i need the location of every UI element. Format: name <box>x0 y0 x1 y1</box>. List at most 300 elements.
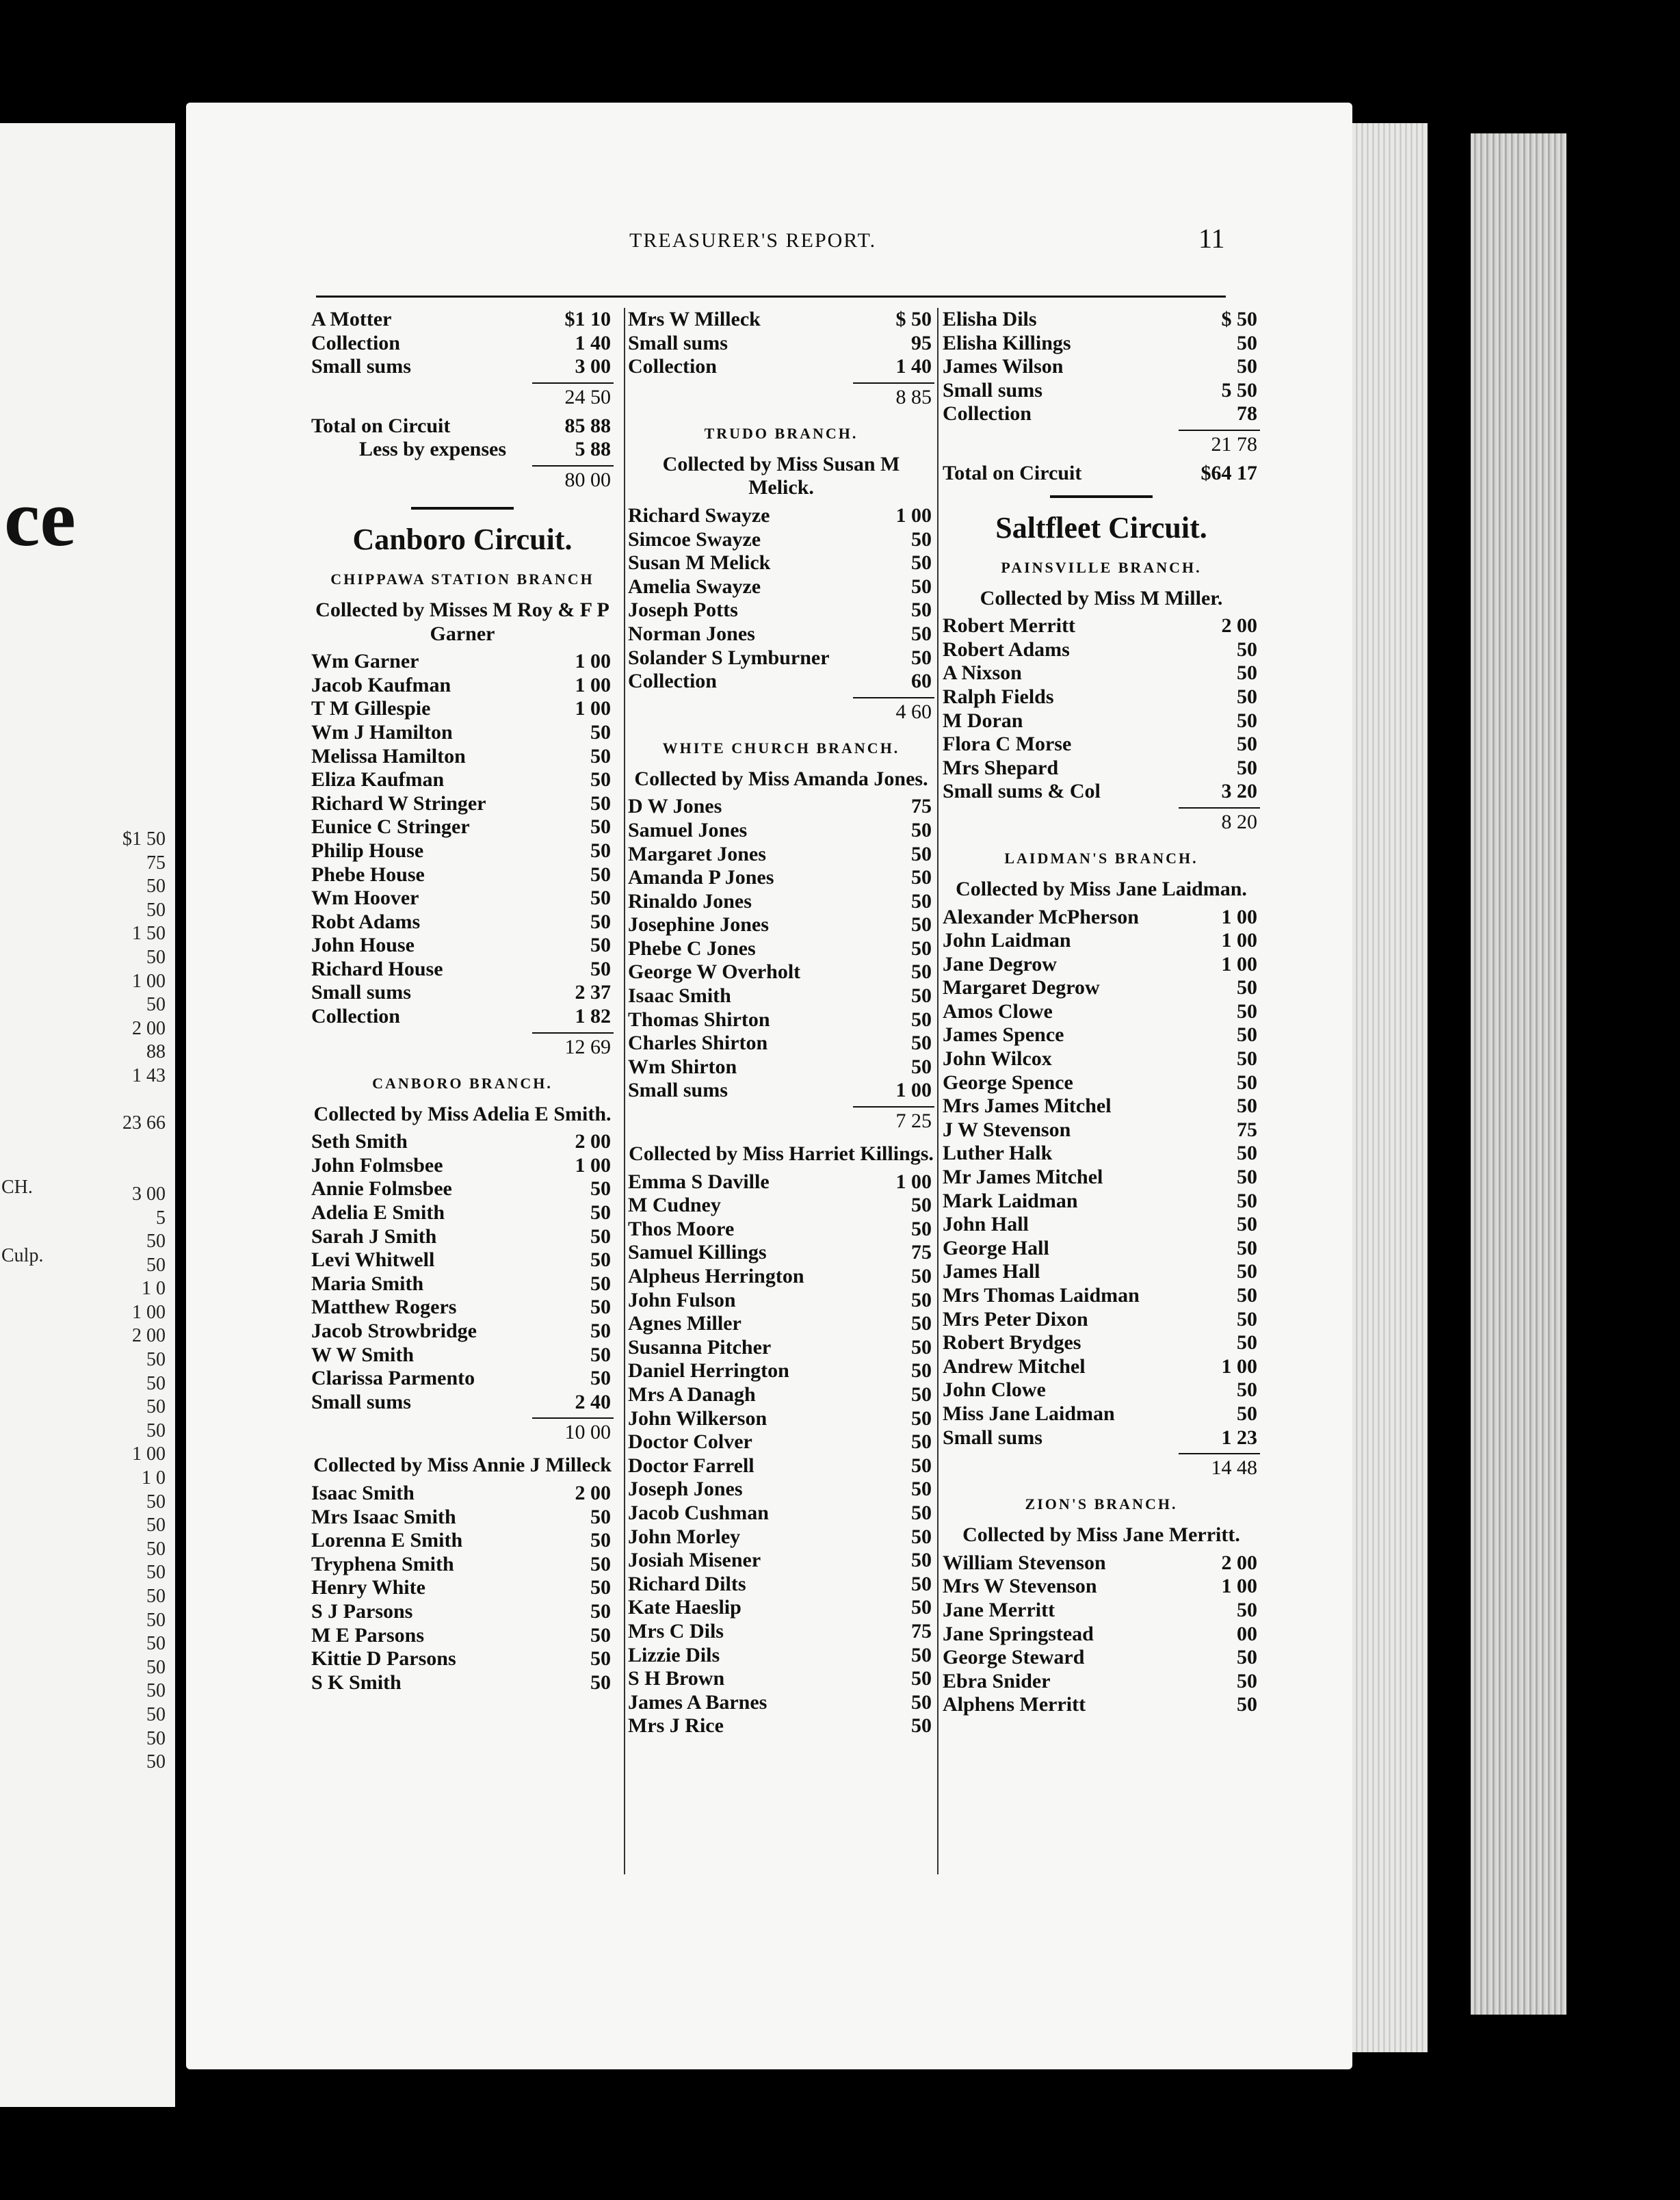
left-page-amount: $1 50 <box>122 828 166 850</box>
contributor-name: Lizzie Dils <box>628 1643 720 1666</box>
contributor-name: Lorenna E Smith <box>311 1529 463 1552</box>
contributor-name: Eunice C Stringer <box>311 815 470 839</box>
collector-line: Collected by Miss Amanda Jones. <box>634 767 928 790</box>
left-page-amount: 75 <box>146 852 166 874</box>
list-item <box>311 768 614 792</box>
amount: 5 50 <box>1221 378 1257 402</box>
contributor-name: James A Barnes <box>628 1690 767 1714</box>
list-item <box>943 1260 1260 1284</box>
amount: 50 <box>911 1572 932 1595</box>
list-item <box>311 1225 614 1249</box>
amount: 75 <box>1237 1118 1257 1141</box>
list-item <box>628 1032 934 1056</box>
left-page-amount: 23 66 <box>122 1112 166 1134</box>
contributor-name: Andrew Mitchel <box>943 1354 1086 1378</box>
contributor-name: Small sums <box>943 1426 1042 1449</box>
amount: 50 <box>911 1714 932 1738</box>
left-page-amounts <box>122 828 166 1775</box>
contributor-name: Adelia E Smith <box>311 1201 445 1225</box>
contributor-name: Joseph Potts <box>628 599 738 622</box>
contributor-name: D W Jones <box>628 795 722 818</box>
branch-heading: TRUDO BRANCH. <box>704 424 858 442</box>
list-item <box>311 355 614 379</box>
amount: 50 <box>1237 1331 1257 1354</box>
list-item <box>943 1670 1260 1694</box>
contributor-name: Susanna Pitcher <box>628 1335 772 1359</box>
list-item <box>628 1008 934 1032</box>
list-item <box>943 1095 1260 1118</box>
contributor-name: Flora C Morse <box>943 733 1072 756</box>
list-item <box>311 1344 614 1367</box>
amount: 50 <box>1237 1236 1257 1259</box>
list-item <box>311 934 614 958</box>
subtotal-amount: 12 69 <box>532 1032 614 1061</box>
list-item <box>628 1596 934 1620</box>
contributor-name: James Spence <box>943 1023 1064 1047</box>
section-separator <box>1050 495 1153 498</box>
amount: 50 <box>1237 756 1257 779</box>
column-1 <box>311 308 614 1694</box>
contributor-name: Mrs Shepard <box>943 756 1059 779</box>
contributor-name: Levi Whitwell <box>311 1248 435 1272</box>
contributor-name: Mrs Thomas Laidman <box>943 1284 1140 1307</box>
amount: 85 88 <box>564 414 611 437</box>
left-page-amount: 50 <box>146 1419 166 1441</box>
list-item <box>628 1289 934 1313</box>
list-item <box>943 1308 1260 1332</box>
list-item <box>311 1647 614 1671</box>
contributor-name: Mrs Isaac Smith <box>311 1505 456 1528</box>
amount: 75 <box>911 1241 932 1264</box>
page-header-title: TREASURER'S REPORT. <box>629 229 877 252</box>
list-item <box>628 1667 934 1691</box>
amount: 1 00 <box>575 697 611 720</box>
left-page-amount: 50 <box>146 1680 166 1702</box>
contributor-name: Thomas Shirton <box>628 1008 770 1031</box>
list-item <box>311 1482 614 1506</box>
list-item <box>943 1623 1260 1647</box>
left-page-amount: 50 <box>146 1396 166 1418</box>
amount: 50 <box>590 768 611 791</box>
contributor-name: Mrs W Milleck <box>628 308 761 330</box>
amount: 50 <box>590 957 611 980</box>
contributor-name: Small sums & Col <box>943 780 1101 803</box>
amount: 50 <box>590 863 611 886</box>
list-item <box>628 1502 934 1525</box>
list-item <box>943 308 1260 332</box>
amount: 5 88 <box>575 438 611 461</box>
list-item <box>628 1218 934 1242</box>
list-item <box>628 960 934 984</box>
list-item <box>311 332 614 356</box>
contributor-name: Wm J Hamilton <box>311 720 453 744</box>
amount: 1 00 <box>1221 952 1257 975</box>
branch-heading: CANBORO BRANCH. <box>372 1074 553 1092</box>
contributor-name: Doctor Colver <box>628 1430 752 1454</box>
list-item <box>311 745 614 769</box>
list-item <box>628 1549 934 1573</box>
contributor-name: Total on Circuit <box>311 414 451 437</box>
amount: 50 <box>590 910 611 933</box>
amount: 50 <box>911 1430 932 1454</box>
contributor-name: Small sums <box>311 1390 411 1413</box>
list-item <box>943 780 1260 804</box>
left-page-amount: 50 <box>146 1703 166 1725</box>
contributor-name: Jacob Cushman <box>628 1501 769 1524</box>
contributor-name: Emma S Daville <box>628 1170 770 1193</box>
list-item <box>311 863 614 887</box>
contributor-name: Philip House <box>311 839 424 862</box>
contributor-name: Seth Smith <box>311 1130 408 1153</box>
contributor-name: Kittie D Parsons <box>311 1647 456 1671</box>
contributor-name: John House <box>311 934 415 957</box>
list-item <box>311 1272 614 1296</box>
column-divider <box>624 308 625 1874</box>
subtotal <box>628 1103 934 1138</box>
contributor-name: Jane Springstead <box>943 1622 1094 1645</box>
list-item <box>628 1312 934 1336</box>
left-page-amount: 50 <box>146 1656 166 1678</box>
amount: 1 00 <box>895 1079 932 1102</box>
contributor-name: Mrs C Dils <box>628 1619 724 1642</box>
amount: 50 <box>911 984 932 1008</box>
list-item <box>628 575 934 599</box>
list-item <box>311 438 614 462</box>
list-item <box>311 792 614 816</box>
collector-line: Collected by Miss Susan M Melick. <box>662 452 900 499</box>
amount: 50 <box>911 1596 932 1619</box>
subtotal-amount: 80 00 <box>532 465 614 494</box>
amount: 50 <box>911 1055 932 1078</box>
list-item <box>943 1237 1260 1261</box>
list-item <box>943 1551 1260 1575</box>
contributor-name: Richard Dilts <box>628 1572 746 1595</box>
left-page-amount: 1 50 <box>132 923 166 945</box>
contributor-name: Small sums <box>943 378 1042 402</box>
list-item <box>943 976 1260 1000</box>
left-page-amount: 50 <box>146 899 166 921</box>
amount: 50 <box>590 1623 611 1647</box>
contributor-name: Robt Adams <box>311 910 421 933</box>
branch-heading: ZION'S BRANCH. <box>1025 1495 1178 1513</box>
page-number: 11 <box>1198 223 1225 254</box>
contributor-name: George Steward <box>943 1646 1085 1669</box>
amount: 50 <box>590 1552 611 1575</box>
amount: 50 <box>590 1272 611 1295</box>
left-page-amount: 50 <box>146 1751 166 1773</box>
contributor-name: Ralph Fields <box>943 685 1054 708</box>
amount: 50 <box>911 599 932 622</box>
amount: 50 <box>911 622 932 645</box>
amount: 50 <box>911 1454 932 1477</box>
contributor-name: Small sums <box>628 331 728 354</box>
amount: 50 <box>590 1225 611 1248</box>
amount: 50 <box>1237 1378 1257 1402</box>
list-item <box>628 1573 934 1597</box>
contributor-name: Mrs James Mitchel <box>943 1095 1112 1118</box>
amount: 50 <box>911 575 932 598</box>
subtotal-amount: 8 85 <box>853 382 934 411</box>
list-item <box>943 1355 1260 1379</box>
list-item <box>943 1575 1260 1599</box>
branch-heading: LAIDMAN'S BRANCH. <box>1004 849 1198 867</box>
list-item <box>311 839 614 863</box>
left-page-amount: 50 <box>146 1515 166 1536</box>
subtotal <box>311 462 614 497</box>
list-item <box>943 402 1260 426</box>
left-page-amount: 50 <box>146 1349 166 1371</box>
list-item <box>628 1359 934 1383</box>
left-page-amount: 50 <box>146 1609 166 1631</box>
amount: 50 <box>590 1505 611 1528</box>
left-page-amount: 50 <box>146 1231 166 1253</box>
contributor-name: Collection <box>628 670 717 693</box>
amount: 50 <box>1237 999 1257 1023</box>
contributor-name: Jacob Strowbridge <box>311 1320 477 1342</box>
contributor-name: George Spence <box>943 1071 1073 1094</box>
list-item <box>943 1693 1260 1717</box>
amount: 50 <box>1237 1166 1257 1189</box>
amount: 50 <box>590 1343 611 1366</box>
amount: 50 <box>590 1367 611 1390</box>
amount: 1 00 <box>575 1153 611 1177</box>
contributor-name: Jane Merritt <box>943 1598 1055 1621</box>
amount: 50 <box>1237 1693 1257 1716</box>
contributor-name: S H Brown <box>628 1667 725 1690</box>
amount: 50 <box>590 815 611 839</box>
amount: 50 <box>911 1667 932 1690</box>
contributor-name: John Hall <box>943 1213 1029 1236</box>
list-item <box>311 1600 614 1624</box>
amount: 50 <box>1237 331 1257 354</box>
contributor-name: John Laidman <box>943 929 1071 952</box>
amount: 50 <box>590 887 611 910</box>
branch-heading: PAINSVILLE BRANCH. <box>1001 558 1202 576</box>
contributor-name: Ebra Snider <box>943 1669 1051 1692</box>
left-page-fragment <box>0 123 175 2107</box>
list-item <box>943 1047 1260 1071</box>
contributor-name: Doctor Farrell <box>628 1454 754 1477</box>
amount: 50 <box>1237 662 1257 685</box>
list-item <box>311 650 614 674</box>
list-item <box>311 1005 614 1029</box>
amount: 50 <box>1237 1284 1257 1307</box>
list-item <box>943 1023 1260 1047</box>
left-page-amount: 2 00 <box>132 1325 166 1347</box>
left-page-amount <box>122 1136 166 1160</box>
list-item <box>943 638 1260 662</box>
contributor-name: Eliza Kaufman <box>311 768 445 791</box>
list-item <box>943 685 1260 709</box>
amount: 1 23 <box>1221 1426 1257 1449</box>
amount: 1 00 <box>1221 905 1257 928</box>
left-page-amount: 3 00 <box>132 1183 166 1205</box>
column-divider <box>937 308 939 1874</box>
list-item <box>628 646 934 670</box>
left-page-amount: 50 <box>146 1372 166 1394</box>
contributor-name: Total on Circuit <box>943 461 1082 484</box>
amount: 50 <box>911 1643 932 1666</box>
amount: 50 <box>590 1320 611 1342</box>
amount: 1 00 <box>895 503 932 527</box>
amount: 1 40 <box>575 331 611 354</box>
contributor-name: M Cudney <box>628 1194 721 1217</box>
list-item <box>311 1576 614 1600</box>
collector-line: Collected by Miss Adelia E Smith. <box>313 1102 612 1125</box>
list-item <box>628 795 934 819</box>
branch-heading: CHIPPAWA STATION BRANCH <box>330 570 594 588</box>
amount: 2 00 <box>575 1130 611 1153</box>
list-item <box>943 1190 1260 1214</box>
amount: 50 <box>1237 1307 1257 1331</box>
contributor-name: Small sums <box>628 1079 728 1102</box>
list-item <box>628 623 934 646</box>
left-page-amount: 1 43 <box>132 1064 166 1086</box>
amount: 50 <box>911 1008 932 1031</box>
list-item <box>628 599 934 623</box>
list-item <box>943 1166 1260 1190</box>
amount: 95 <box>911 331 932 354</box>
list-item <box>311 887 614 911</box>
contributor-name: S K Smith <box>311 1671 402 1694</box>
collector-line: Collected by Miss Annie J Milleck <box>313 1454 612 1477</box>
amount: 50 <box>911 1312 932 1335</box>
left-page-text-fragment: CH. <box>1 1177 33 1198</box>
left-page-amount: 50 <box>146 1491 166 1512</box>
contributor-name: Matthew Rogers <box>311 1296 457 1319</box>
amount: 2 00 <box>575 1481 611 1504</box>
amount: 50 <box>911 551 932 575</box>
amount: 1 00 <box>575 650 611 673</box>
left-page-amount: 5 <box>156 1207 166 1229</box>
amount: 50 <box>1237 1142 1257 1165</box>
amount: 50 <box>911 1335 932 1359</box>
amount: 50 <box>590 1296 611 1319</box>
amount: 50 <box>1237 1213 1257 1236</box>
amount: 50 <box>911 1406 932 1430</box>
list-item <box>311 1671 614 1695</box>
circuit-heading: Saltfleet Circuit. <box>995 510 1207 545</box>
subtotal-amount: 24 50 <box>532 382 614 411</box>
contributor-name: Small sums <box>311 981 411 1004</box>
contributor-name: Charles Shirton <box>628 1032 768 1055</box>
amount: 1 00 <box>575 673 611 696</box>
left-page-amount: 50 <box>146 1633 166 1655</box>
list-item <box>943 1599 1260 1623</box>
amount: 50 <box>911 1549 932 1572</box>
list-item <box>628 1383 934 1407</box>
list-item <box>628 843 934 867</box>
contributor-name: Luther Halk <box>943 1142 1053 1165</box>
subtotal <box>943 804 1260 839</box>
amount: 50 <box>590 1529 611 1552</box>
amount: 50 <box>1237 733 1257 756</box>
amount: 50 <box>1237 1598 1257 1621</box>
list-item <box>628 1478 934 1502</box>
list-item <box>943 1426 1260 1450</box>
list-item <box>311 1201 614 1225</box>
list-item <box>311 1553 614 1577</box>
amount: 50 <box>1237 1402 1257 1425</box>
amount: 50 <box>911 818 932 841</box>
left-page-amount: 50 <box>146 876 166 898</box>
list-item <box>943 1071 1260 1095</box>
list-item <box>628 1265 934 1289</box>
amount: 50 <box>1237 1047 1257 1071</box>
contributor-name: Phebe C Jones <box>628 937 756 960</box>
amount: 50 <box>911 1194 932 1217</box>
amount: 1 00 <box>895 1170 932 1193</box>
contributor-name: John Wilkerson <box>628 1406 767 1430</box>
contributor-name: George Hall <box>943 1236 1049 1259</box>
column-2 <box>628 308 934 1738</box>
amount: 50 <box>911 937 932 960</box>
contributor-name: Elisha Killings <box>943 331 1071 354</box>
subtotal <box>628 694 934 729</box>
subtotal-amount: 10 00 <box>532 1417 614 1446</box>
left-page-amount: 1 00 <box>132 1443 166 1465</box>
contributor-name: Richard House <box>311 957 443 980</box>
contributor-name: M Doran <box>943 709 1023 732</box>
list-item <box>943 355 1260 379</box>
subtotal-amount: 8 20 <box>1179 807 1260 836</box>
contributor-name: A Motter <box>311 308 392 330</box>
contributor-name: Sarah J Smith <box>311 1225 437 1248</box>
list-item <box>628 551 934 575</box>
list-item <box>943 906 1260 930</box>
contributor-name: W W Smith <box>311 1343 415 1366</box>
contributor-name: John Clowe <box>943 1378 1046 1402</box>
amount: 2 00 <box>1221 1551 1257 1574</box>
amount: 50 <box>1237 638 1257 661</box>
amount: 50 <box>911 1690 932 1714</box>
amount: 50 <box>1237 1071 1257 1094</box>
amount: 50 <box>590 744 611 768</box>
contributor-name: Maria Smith <box>311 1272 424 1295</box>
amount: 50 <box>1237 1095 1257 1118</box>
contributor-name: Jane Degrow <box>943 952 1057 975</box>
contributor-name: Thos Moore <box>628 1217 735 1240</box>
left-page-text-fragment: Culp. <box>1 1245 44 1266</box>
contributor-name: Samuel Jones <box>628 818 748 841</box>
amount: 50 <box>911 1217 932 1240</box>
list-item <box>311 1130 614 1154</box>
list-item <box>628 890 934 914</box>
collector-line: Collected by Miss Jane Laidman. <box>956 877 1247 900</box>
contributor-name: Simcoe Swayze <box>628 527 761 551</box>
amount: 50 <box>911 527 932 551</box>
amount: 50 <box>1237 1646 1257 1669</box>
amount: 75 <box>911 795 932 818</box>
list-item <box>628 1079 934 1103</box>
list-item <box>943 1118 1260 1142</box>
left-page-amount: 50 <box>146 946 166 968</box>
contributor-name: John Folmsbee <box>311 1153 443 1177</box>
contributor-name: Collection <box>943 402 1032 425</box>
amount: $64 17 <box>1200 461 1257 484</box>
branch-heading: WHITE CHURCH BRANCH. <box>662 739 900 757</box>
contributor-name: Alphens Merritt <box>943 1693 1086 1716</box>
list-item <box>943 1331 1260 1355</box>
list-item <box>311 1296 614 1320</box>
list-item <box>943 1378 1260 1402</box>
list-item <box>628 1056 934 1079</box>
list-item <box>943 733 1260 757</box>
list-item <box>628 866 934 890</box>
left-page-amount: 1 0 <box>142 1467 166 1489</box>
contributor-name: Mrs W Stevenson <box>943 1575 1097 1598</box>
list-item <box>943 1646 1260 1670</box>
